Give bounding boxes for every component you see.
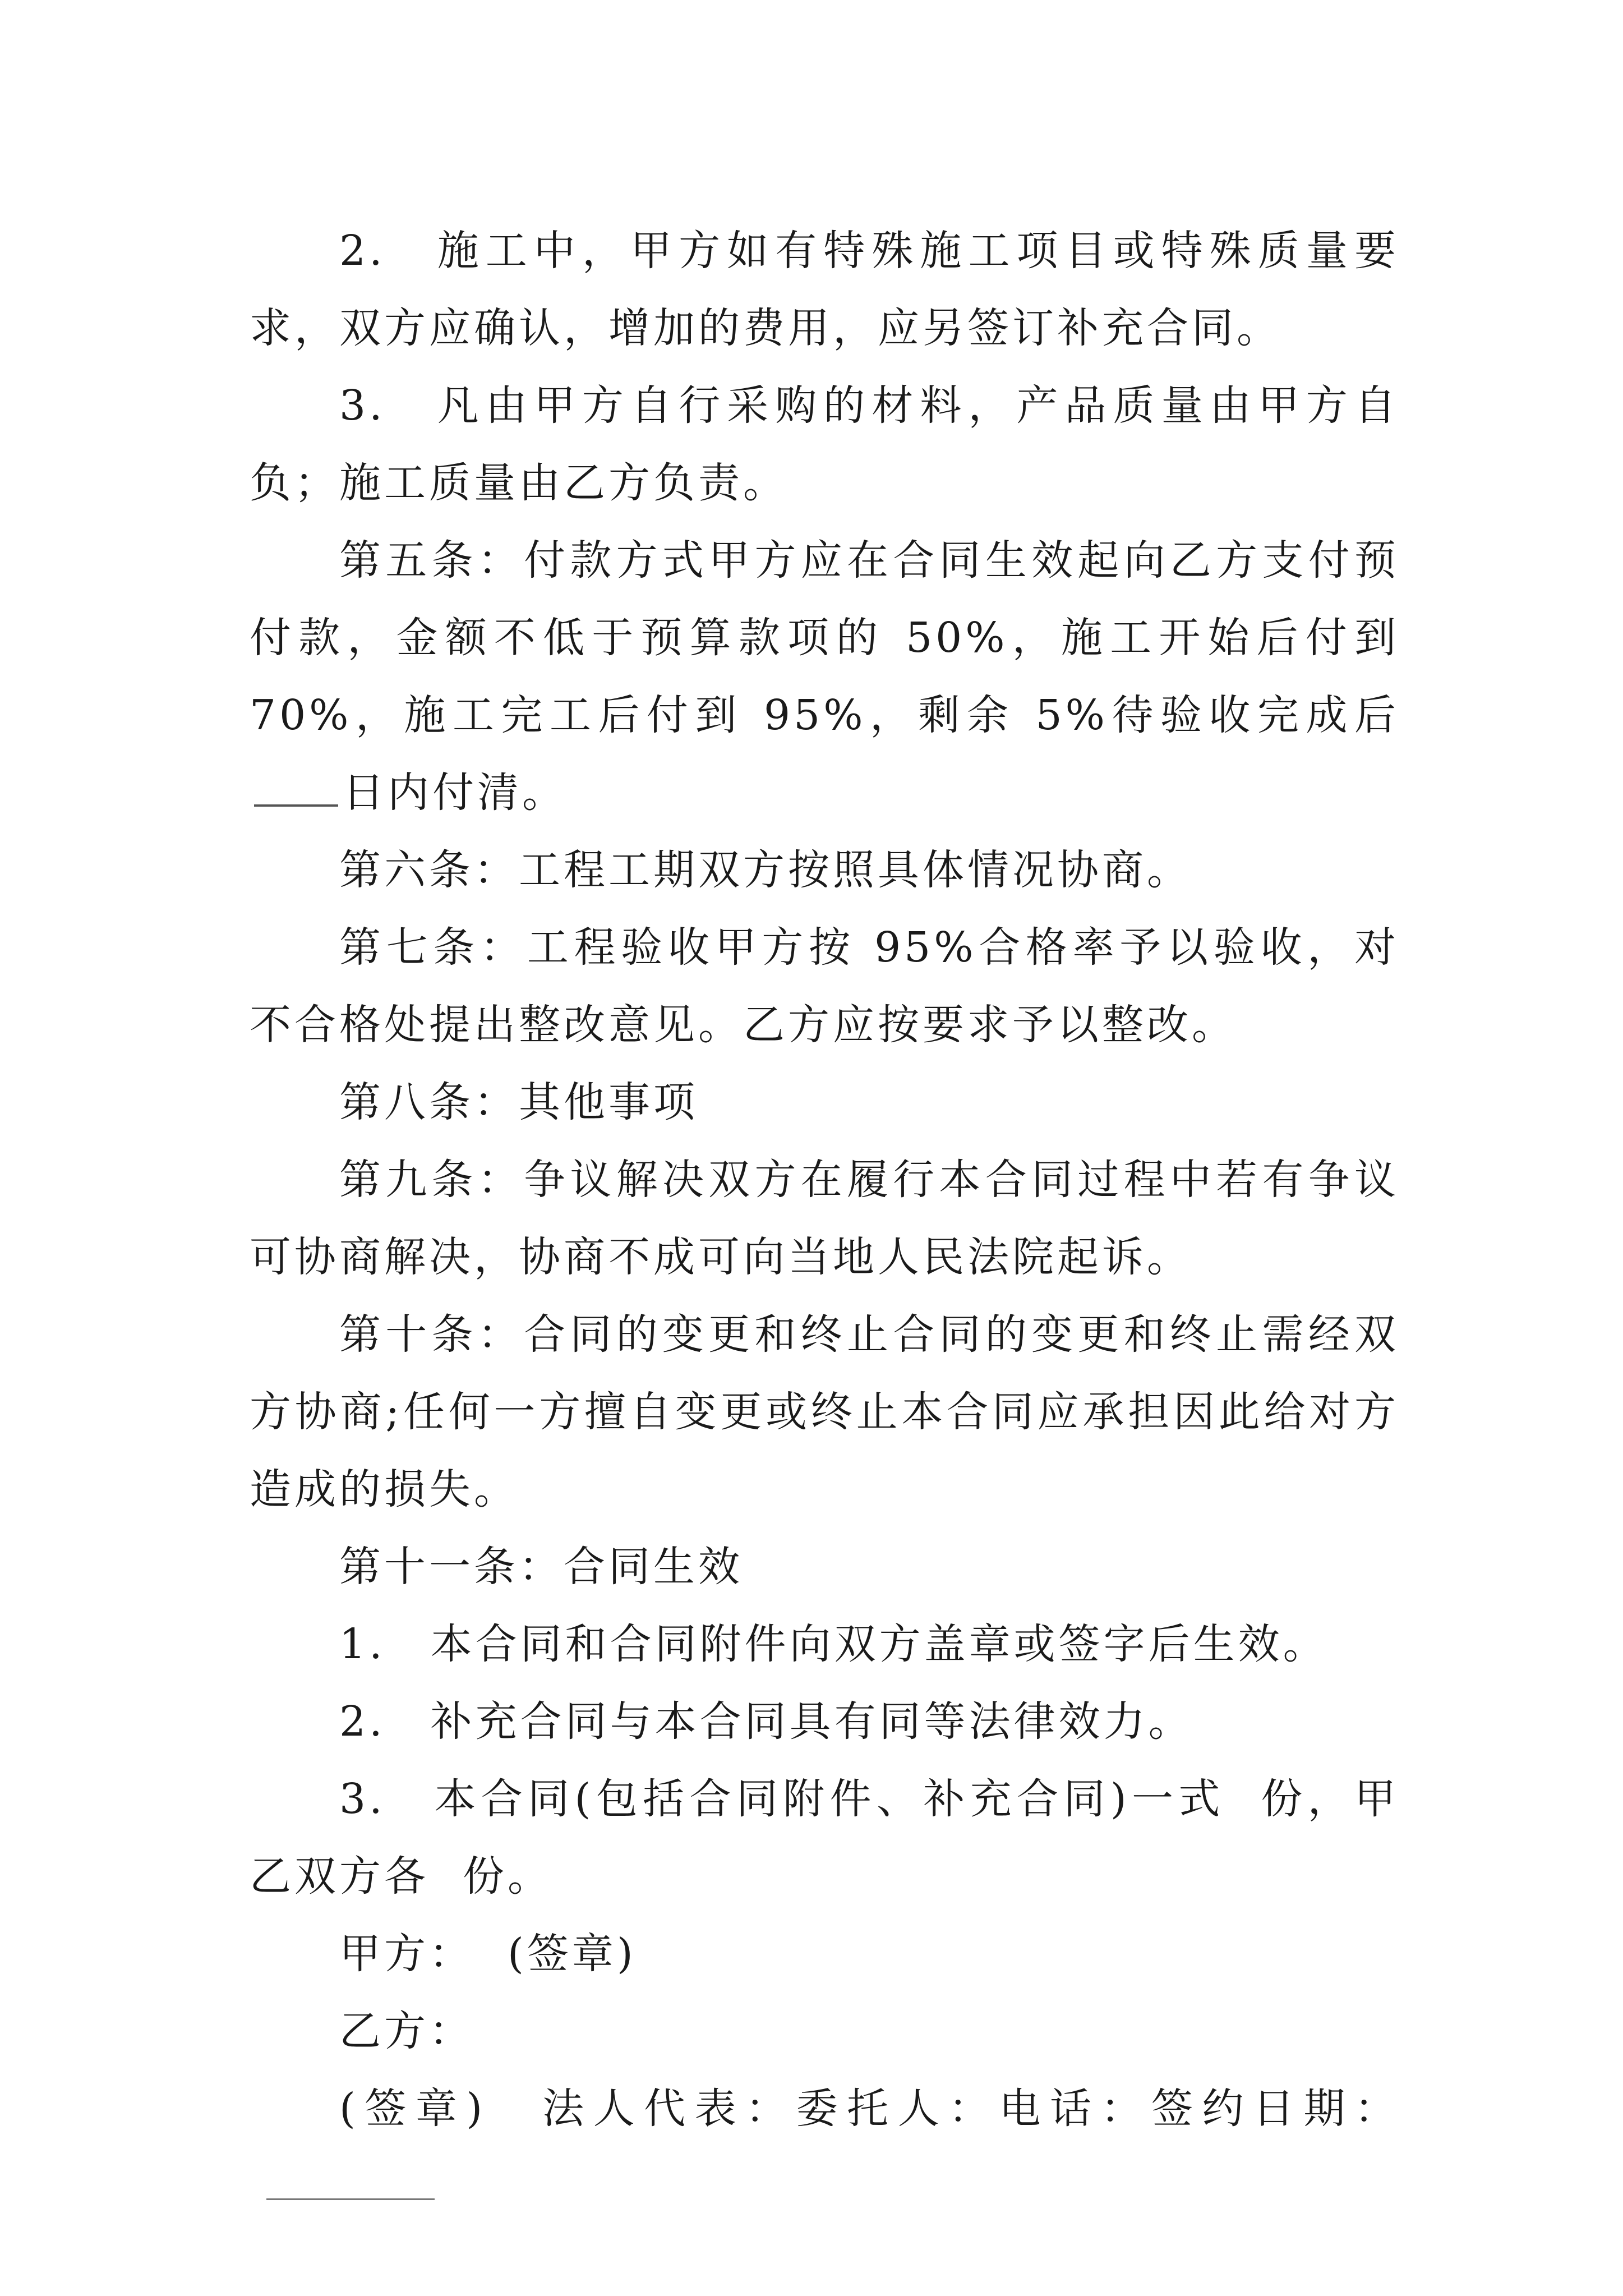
clause-11-item-1: 1. 本合同和合同附件向双方盖章或签字后生效。	[339, 1620, 1328, 1668]
clause-5-payment	[250, 522, 1399, 831]
sign-date-blank	[266, 2165, 435, 2200]
party-a-signature: 甲方： (签章)	[339, 1930, 637, 1978]
party-b-label: 乙方：	[339, 2007, 474, 2055]
clause-4-item-2: 2. 施工中，甲方如有特殊施工项目或特殊质量要求，双方应确认，增加的费用，应另签订补充合同。	[250, 227, 1399, 352]
party-b-signature-line: (签章) 法人代表：委托人：电话：签约日期：	[250, 2070, 1399, 2225]
clause-11-effect: 第十一条：合同生效	[339, 1543, 743, 1591]
clause-10-change: 第十条：合同的变更和终止合同的变更和终止需经双方协商;任何一方擅自变更或终止本合同应承担因此给对方造成的损失。	[250, 1310, 1399, 1513]
payment-text: 第五条：付款方式甲方应在合同生效起向乙方支付预付款，金额不低于预算款项的 50%，施工开始后付到 70%，施工完工后付到 95%，剩余 5%待验收完成后	[250, 536, 1399, 739]
contract-body	[250, 212, 1399, 2225]
clause-9-dispute: 第九条：争议解决双方在履行本合同过程中若有争议可协商解决，协商不成可向当地人民法院起诉。	[250, 1156, 1399, 1281]
clause-11-item-3: 3. 本合同(包括合同附件、补充合同)一式 份，甲乙双方各 份。	[250, 1775, 1400, 1901]
clause-8-other: 第八条：其他事项	[339, 1078, 698, 1126]
days-blank	[254, 771, 338, 807]
clause-7-acceptance: 第七条：工程验收甲方按 95%合格率予以验收，对不合格处提出整改意见。乙方应按要求予以整改。	[250, 923, 1399, 1049]
clause-4-item-3: 3. 凡由甲方自行采购的材料，产品质量由甲方自负；施工质量由乙方负责。	[250, 381, 1399, 507]
clause-11-item-2: 2. 补充合同与本合同具有同等法律效力。	[339, 1697, 1193, 1746]
clause-6-schedule: 第六条：工程工期双方按照具体情况协商。	[339, 846, 1192, 894]
payment-text-end: 日内付清。	[343, 769, 567, 817]
